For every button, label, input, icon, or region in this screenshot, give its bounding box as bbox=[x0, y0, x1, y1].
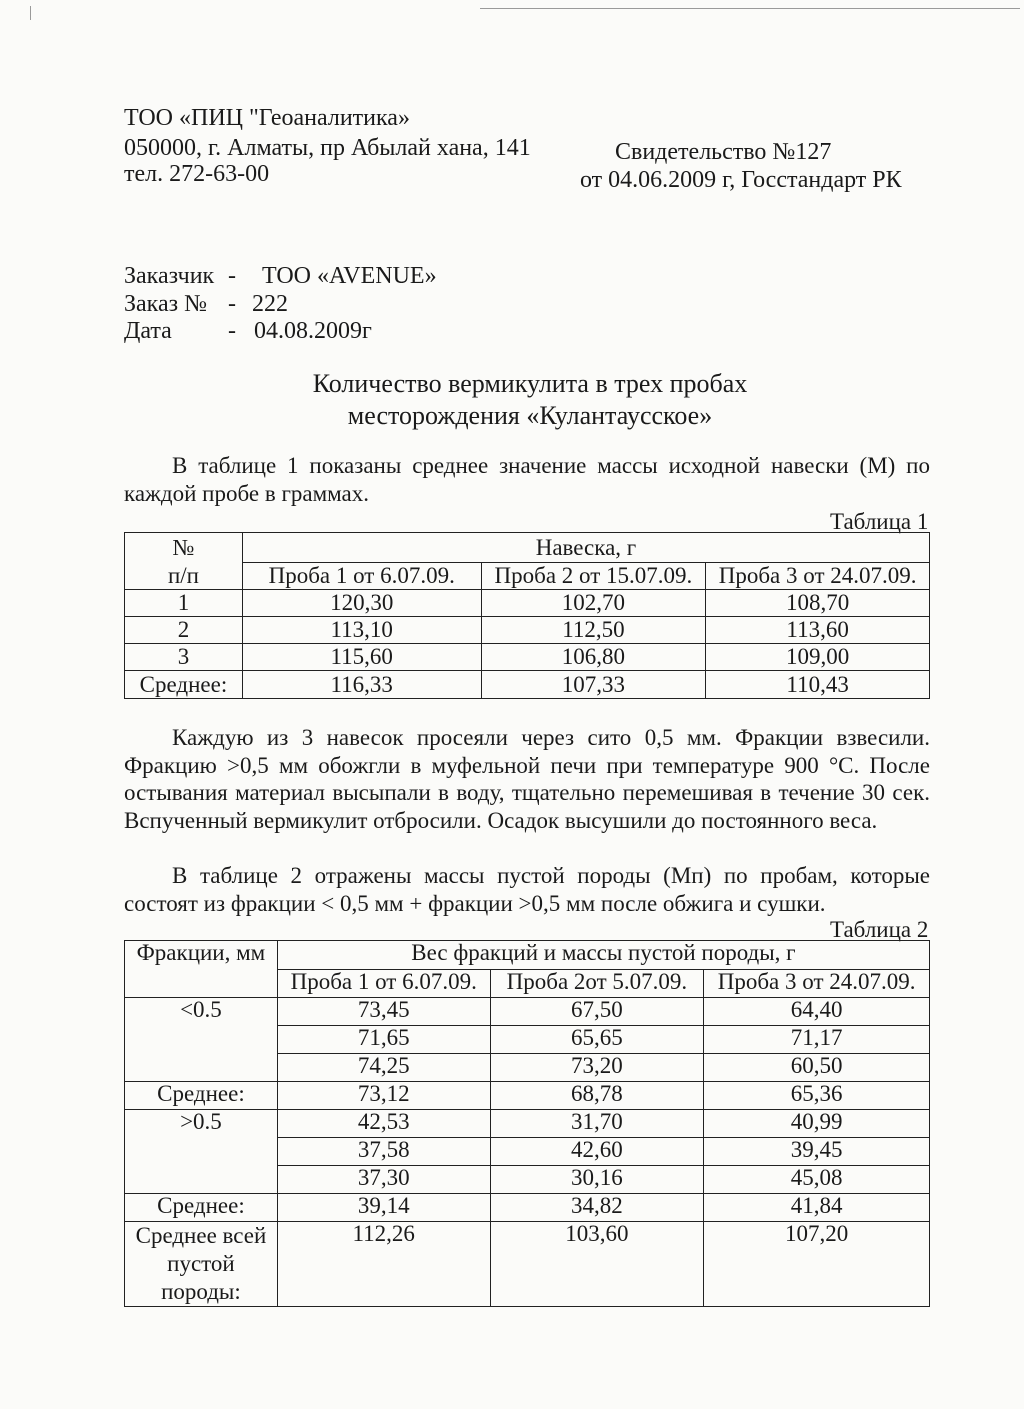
scan-edge-mark bbox=[30, 6, 31, 20]
table2-total-label bbox=[125, 1222, 278, 1307]
table2-fraction-spacer bbox=[125, 1166, 278, 1194]
order-number-label: Заказ № bbox=[124, 291, 208, 317]
table-row bbox=[125, 1054, 930, 1082]
table-cell: 73,45 bbox=[277, 998, 490, 1026]
table-cell: 41,84 bbox=[704, 1194, 930, 1222]
org-name: ТОО «ПИЦ "Геоаналитика» bbox=[124, 105, 410, 131]
org-address: 050000, г. Алматы, пр Абылай хана, 141 bbox=[124, 135, 531, 161]
table-cell: 74,25 bbox=[277, 1054, 490, 1082]
order-number-dash: - bbox=[228, 291, 236, 317]
table-cell: 45,08 bbox=[704, 1166, 930, 1194]
table2-total-label-line: Среднее всей bbox=[135, 1223, 267, 1248]
table-cell: 112,26 bbox=[277, 1222, 490, 1307]
table1-average-label: Среднее: bbox=[125, 671, 243, 699]
document-title-line1: Количество вермикулита в трех пробах bbox=[312, 369, 748, 398]
table-cell: 30,16 bbox=[490, 1166, 704, 1194]
table-row bbox=[125, 1026, 930, 1054]
table-cell: 103,60 bbox=[490, 1222, 704, 1307]
table-cell: 107,33 bbox=[481, 671, 706, 699]
table2-fraction-spacer bbox=[125, 1138, 278, 1166]
table-cell: 65,36 bbox=[704, 1082, 930, 1110]
table-cell: 73,12 bbox=[277, 1082, 490, 1110]
table-cell: 113,60 bbox=[706, 617, 930, 644]
table2-fraction-spacer bbox=[125, 1026, 278, 1054]
table1-row-label: 2 bbox=[125, 617, 243, 644]
table-cell: 37,30 bbox=[277, 1166, 490, 1194]
customer-label: Заказчик bbox=[124, 263, 215, 289]
table-cell: 42,60 bbox=[490, 1138, 704, 1166]
table1-row-label: 3 bbox=[125, 644, 243, 671]
document-title-line2: месторождения «Кулантаусское» bbox=[347, 401, 713, 430]
table-row bbox=[125, 1110, 930, 1138]
table-cell: 34,82 bbox=[490, 1194, 704, 1222]
table-cell: 40,99 bbox=[704, 1110, 930, 1138]
customer-value: ТОО «AVENUE» bbox=[262, 263, 437, 289]
table-cell: 42,53 bbox=[277, 1110, 490, 1138]
table-cell: 113,10 bbox=[242, 617, 481, 644]
table-cell: 115,60 bbox=[242, 644, 481, 671]
table1-row-label: 1 bbox=[125, 590, 243, 617]
table2-col-header: Проба 2от 5.07.09. bbox=[490, 970, 704, 998]
table-cell: 108,70 bbox=[706, 590, 930, 617]
table-cell: 65,65 bbox=[490, 1026, 704, 1054]
table-cell: 71,65 bbox=[277, 1026, 490, 1054]
table2-intro-paragraph: В таблице 2 отражены массы пустой породы (Мп) по пробам, которые состоят из фракции < 0,5 мм + фракции >0,5 мм после обжига и сушки. bbox=[124, 863, 930, 916]
table1-header-num bbox=[125, 533, 243, 563]
table-cell: 37,58 bbox=[277, 1138, 490, 1166]
table-cell: 110,43 bbox=[706, 671, 930, 699]
table-row bbox=[125, 998, 930, 1026]
table1-col-header: Проба 3 от 24.07.09. bbox=[706, 563, 930, 590]
table-row bbox=[125, 1166, 930, 1194]
table1-header-num-label: п/п bbox=[125, 563, 243, 590]
table2-fraction-spacer bbox=[125, 1054, 278, 1082]
table2-fraction-large: >0.5 bbox=[125, 1110, 278, 1138]
order-date-dash: - bbox=[228, 318, 236, 344]
table2-fraction-small: <0.5 bbox=[125, 998, 278, 1026]
table-row bbox=[125, 590, 930, 617]
table-cell: 112,50 bbox=[481, 617, 706, 644]
table-cell: 120,30 bbox=[242, 590, 481, 617]
certificate-number: Свидетельство №127 bbox=[615, 139, 832, 165]
table-cell: 116,33 bbox=[242, 671, 481, 699]
table2 bbox=[124, 940, 930, 1307]
table1-header-group: Навеска, г bbox=[242, 533, 929, 563]
order-number-value: 222 bbox=[252, 291, 288, 317]
table2-header-fraction: Фракции, мм bbox=[125, 941, 278, 998]
order-date-label: Дата bbox=[124, 318, 172, 344]
table1-col-header: Проба 2 от 15.07.09. bbox=[481, 563, 706, 590]
table-cell: 39,14 bbox=[277, 1194, 490, 1222]
org-phone: тел. 272-63-00 bbox=[124, 161, 270, 187]
table-cell: 107,20 bbox=[704, 1222, 930, 1307]
scan-edge-line bbox=[480, 8, 1020, 9]
certificate-date: от 04.06.2009 г, Госстандарт РК bbox=[580, 167, 902, 193]
order-date-value: 04.08.2009г bbox=[254, 318, 372, 344]
table-row bbox=[125, 617, 930, 644]
table-row bbox=[125, 1194, 930, 1222]
table1-caption: Таблица 1 bbox=[830, 509, 929, 534]
intro-paragraph: В таблице 1 показаны среднее значение массы исходной навески (М) по каждой пробе в граммах. bbox=[124, 453, 930, 506]
table-cell: 67,50 bbox=[490, 998, 704, 1026]
table-cell: 109,00 bbox=[706, 644, 930, 671]
table1 bbox=[124, 532, 930, 699]
table1-col-header: Проба 1 от 6.07.09. bbox=[242, 563, 481, 590]
table-cell: 31,70 bbox=[490, 1110, 704, 1138]
table-row bbox=[125, 1222, 930, 1307]
table2-header-group: Вес фракций и массы пустой породы, г bbox=[277, 941, 929, 970]
table-cell: 68,78 bbox=[490, 1082, 704, 1110]
table2-caption: Таблица 2 bbox=[830, 917, 929, 942]
table-row bbox=[125, 671, 930, 699]
table-row bbox=[125, 1082, 930, 1110]
table-cell: 39,45 bbox=[704, 1138, 930, 1166]
table-cell: 64,40 bbox=[704, 998, 930, 1026]
table-row bbox=[125, 1138, 930, 1166]
table2-large-average-label: Среднее: bbox=[125, 1194, 278, 1222]
table-cell: 71,17 bbox=[704, 1026, 930, 1054]
table-cell: 73,20 bbox=[490, 1054, 704, 1082]
table2-col-header: Проба 3 от 24.07.09. bbox=[704, 970, 930, 998]
table1-header-num-symbol: № bbox=[172, 534, 195, 560]
table-cell: 106,80 bbox=[481, 644, 706, 671]
customer-dash: - bbox=[228, 263, 236, 289]
table2-small-average-label: Среднее: bbox=[125, 1082, 278, 1110]
table2-col-header: Проба 1 от 6.07.09. bbox=[277, 970, 490, 998]
table-cell: 60,50 bbox=[704, 1054, 930, 1082]
method-paragraph: Каждую из 3 навесок просеяли через сито 0,5 мм. Фракции взвесили. Фракцию >0,5 мм обожгли в муфельной печи при температуре 900 °С. После остывания материал высыпали в воду, тщательно перемешивая в течение 30 сек. Вспученный вермикулит отбросили. Осадок высушили до постоянного веса. bbox=[124, 725, 930, 833]
table-cell: 102,70 bbox=[481, 590, 706, 617]
table2-total-label-line: породы: bbox=[161, 1279, 241, 1304]
table-row bbox=[125, 644, 930, 671]
table2-total-label-line: пустой bbox=[167, 1251, 235, 1276]
